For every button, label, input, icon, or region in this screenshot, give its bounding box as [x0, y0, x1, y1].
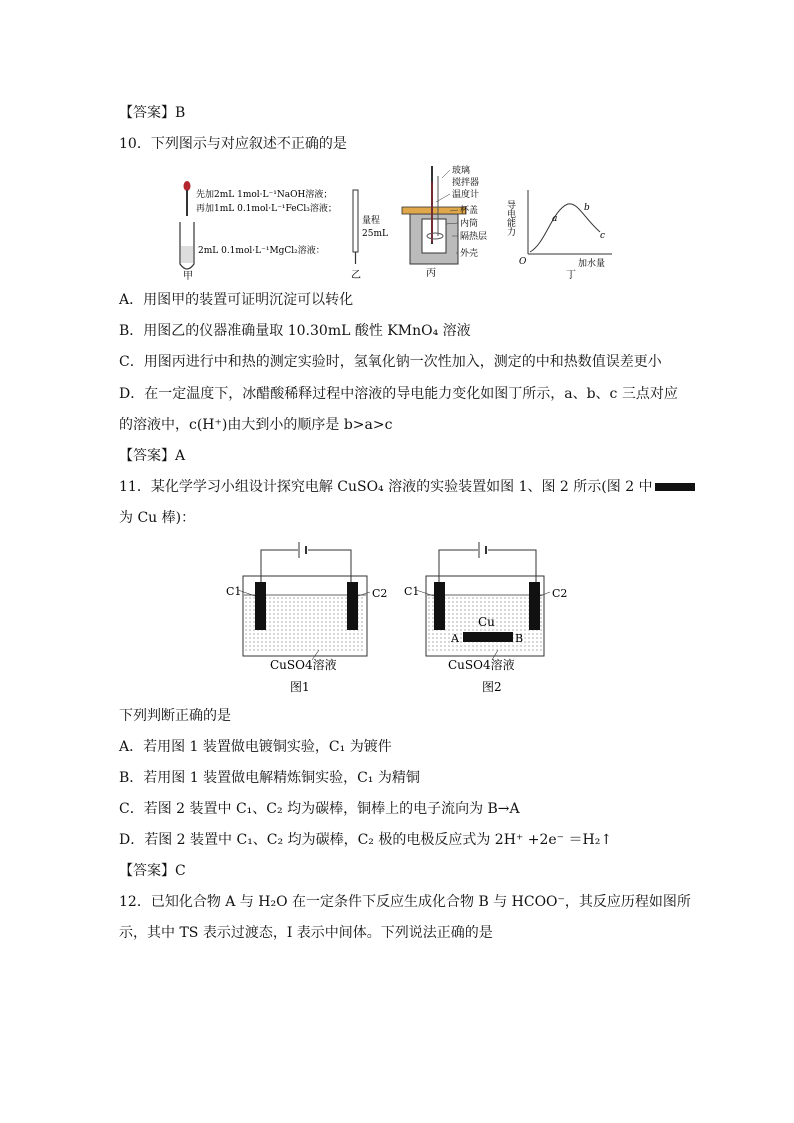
fig2-a-label: A: [451, 632, 459, 645]
answer-q9: 【答案】B: [119, 105, 186, 121]
jia-label: 甲: [183, 271, 193, 282]
q10-option-d-line1: D．在一定温度下，冰醋酸稀释过程中溶液的导电能力变化如图丁所示，a、b、c 三点对应: [119, 386, 678, 402]
cu-rod-swatch: [655, 483, 695, 491]
jia-line2: 再加1mL 0.1mol·L⁻¹FeCl₃溶液；: [196, 204, 337, 214]
answer-q10: 【答案】A: [119, 448, 186, 464]
ding-xlabel: 加水量: [578, 259, 606, 269]
ding-origin: O: [519, 257, 527, 267]
lid: [402, 207, 466, 214]
q10-option-a: A．用图甲的装置可证明沉淀可以转化: [119, 292, 354, 308]
fig1-label: 图1: [290, 680, 310, 694]
ding-label: 丁: [566, 270, 576, 281]
figure-jia: [178, 160, 358, 280]
electrode-c1: [255, 582, 266, 630]
q11-option-c: C．若图 2 装置中 C₁、C₂ 均为碳棒，铜棒上的电子流向为 B→A: [119, 801, 520, 817]
ding-point-a: a: [552, 214, 558, 224]
figure-yi: [345, 188, 395, 280]
q11-option-b: B．若用图 1 装置做电解精炼铜实验，C₁ 为精铜: [119, 770, 420, 786]
question-10-stem: 10．下列图示与对应叙述不正确的是: [119, 136, 347, 152]
figure-1: [222, 538, 388, 698]
bing-label: 丙: [426, 268, 436, 279]
fig1-c2-label: C2: [372, 587, 388, 600]
q11-option-a: A．若用图 1 装置做电镀铜实验，C₁ 为镀件: [119, 739, 392, 755]
bing-part-0: 玻璃: [452, 166, 471, 176]
jia-line1: 先加2mL 1mol·L⁻¹NaOH溶液；: [196, 190, 333, 200]
ding-point-c: c: [600, 231, 606, 241]
ding-point-b: b: [584, 203, 590, 213]
electrode2-c1: [434, 582, 445, 630]
bing-part-1: 搅拌器: [452, 178, 480, 188]
figure-ding: [506, 188, 614, 280]
q10-option-b: B．用图乙的仪器准确量取 10.30mL 酸性 KMnO₄ 溶液: [119, 323, 471, 339]
jia-line3: 2mL 0.1mol·L⁻¹MgCl₂溶液：: [198, 246, 325, 256]
question-11-stem-line1: [119, 477, 695, 497]
question-11-judge: 下列判断正确的是: [119, 708, 231, 724]
dropper-bulb: [184, 181, 191, 191]
fig2-label: 图2: [482, 680, 502, 694]
bing-part-2: 温度计: [452, 190, 480, 200]
fig2-solution-label: CuSO4溶液: [448, 658, 515, 672]
q11-stem1-text: 11．某化学学习小组设计探究电解 CuSO₄ 溶液的实验装置如图 1、图 2 所示(图 2 中: [119, 479, 653, 495]
figure-2: [400, 538, 570, 698]
tube-liquid: [181, 246, 193, 263]
question-12-line1: 12．已知化合物 A 与 H₂O 在一定条件下反应生成化合物 B 与 HCOO⁻，其反应历程如图所: [119, 894, 691, 910]
fig2-c1-label: C1: [404, 585, 420, 598]
bing-part-5: 隔热层: [460, 232, 488, 242]
ding-ylabel: 导电能力: [505, 200, 515, 236]
yi-label: 乙: [351, 270, 361, 281]
bing-part-6: 外壳: [460, 249, 479, 259]
question-12-line2: 示，其中 TS 表示过渡态，I 表示中间体。下列说法正确的是: [119, 925, 493, 941]
q10-option-c: C．用图丙进行中和热的测定实验时，氢氧化钠一次性加入，测定的中和热数值误差更小: [119, 354, 662, 370]
bing-part-3: 杯盖: [460, 206, 479, 216]
answer-q11: 【答案】C: [119, 863, 186, 879]
fig1-c1-label: C1: [226, 585, 242, 598]
electrode-c2: [347, 582, 358, 630]
figure-bing: [400, 162, 500, 280]
inner-cup: [422, 219, 446, 253]
yi-range: 量程: [362, 216, 381, 226]
yi-volume: 25mL: [362, 229, 388, 239]
fig1-solution-label: CuSO4溶液: [270, 658, 337, 672]
burette-body: [353, 190, 358, 252]
fig2-cu-label: Cu: [478, 615, 495, 629]
q10-option-d-line2: 的溶液中，c(H⁺)由大到小的顺序是 b>a>c: [119, 417, 393, 433]
cu-rod: [463, 632, 513, 642]
q11-option-d: D．若图 2 装置中 C₁、C₂ 均为碳棒，C₂ 极的电极反应式为 2H⁺ +2e⁻ ＝H₂↑: [119, 832, 613, 848]
electrode2-c2: [529, 582, 540, 630]
fig2-c2-label: C2: [552, 587, 568, 600]
question-11-stem-line2: 为 Cu 棒)：: [119, 510, 196, 526]
fig2-b-label: B: [515, 632, 524, 645]
bing-part-4: 内筒: [460, 219, 479, 229]
